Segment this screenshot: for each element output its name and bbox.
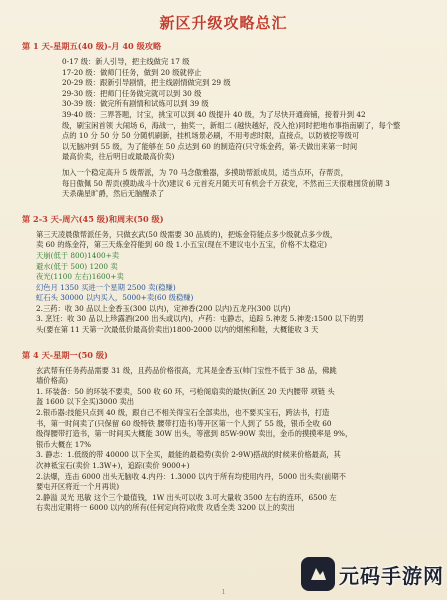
section-heading-day1: 第 1 天-星期五(40 级)-月 40 级攻略 bbox=[22, 41, 162, 51]
text-line: 墙价格高) bbox=[36, 376, 69, 386]
text-line: 1. 环装备：50 的环装不要卖，500 收 60 环，弓枪阁扇卖的最快(新区 20 天内腰带 项链 头 bbox=[36, 386, 335, 396]
text-line: 要屯开区将近一个月再说) bbox=[36, 482, 120, 492]
text-line: 3. 烹饪：收 30 品以上珍露酒(200 出头或以内)，卢药：屯静志，追踪 5.神麦 5.神麦:1500 以下的男 bbox=[36, 314, 364, 324]
text-line: 2.静溢 灵光 迅敏 这个三个最值钱，1W 出头可以收 3.可大量收 3500 左右的连环，6500 左 bbox=[36, 492, 337, 502]
text-line: 0-17 级：新人引导，把主线做完 17 级 bbox=[62, 57, 190, 66]
watermark-text: 元码手游网 bbox=[339, 563, 444, 588]
text-line: 天崩(低于 800)1400+卖 bbox=[36, 250, 120, 260]
text-line: 头(要在第 11 天第一次最低价最高价卖出)1800-2000 以内的烟熊和鞋，大概能收 3 天 bbox=[36, 325, 319, 335]
text-line: 17-20 级：做师门任务，做到 20 级就停止 bbox=[62, 67, 202, 77]
text-line: 次神祗宝石(卖价 1.3W+)，追踪(卖价 9000+) bbox=[36, 461, 190, 470]
text-line: 虹石头 30000 以内买入，5000+卖(60 级稳赚) bbox=[36, 293, 194, 303]
text-line: 20-29 级：跟新引导剧情，把主线剧情做完到 29 级 bbox=[62, 78, 231, 88]
text-line: 第三天凌晨傲帮派任务，只做玄武(50 级需要 30 品质的)，把炼金符能点多少级就点多少级， bbox=[36, 229, 338, 239]
text-line: 右卖出定期将一 6000 以内的所有(任何定向符)收贵 攻盾全类 3200 以上的卖出 bbox=[36, 503, 295, 513]
page-title: 新区升级攻略总汇 bbox=[159, 14, 288, 32]
text-line: 银币大概在 17% bbox=[36, 439, 92, 449]
section-body-day1 bbox=[22, 57, 425, 200]
text-line: 最高价卖，往后明日或最最高价卖) bbox=[62, 152, 175, 162]
section-heading-day4: 第 4 天-星期一(50 级) bbox=[22, 349, 108, 360]
page-number: 1 bbox=[221, 589, 226, 596]
section-body-day4 bbox=[22, 366, 425, 514]
watermark-logo-icon bbox=[301, 557, 335, 591]
site-watermark bbox=[301, 554, 444, 594]
text-line: 每日傲佩 50 帮贡(摸助战斗十次)建议 6 元首充月随天可有机会千万获宠，不然而三天很难囤货前期 3 bbox=[62, 178, 390, 188]
text-line: 天杀确星旷爵，然后无脑醒杀了 bbox=[62, 189, 165, 199]
text-line: 以无脑冲到 55 级，为了能够在 50 点达到 60 的制造符(只守炼金药，第-天做出来第一时间 bbox=[62, 141, 358, 151]
text-line: 避水(低于 500) 1200 卖 bbox=[36, 261, 118, 271]
section-heading-day2-3: 第 2-3 天-周六(45 级)和周末(50 级) bbox=[22, 213, 164, 224]
text-line: 盔 1600 以下全买)3000 卖出 bbox=[36, 397, 135, 407]
text-line: 30-39 级：做完所有剧情和试炼可以到 39 级 bbox=[62, 99, 209, 109]
text-line: 2.三药：收 30 品以上金香玉(300 以内)，定神香(200 以内)五龙丹(300 以内) bbox=[36, 303, 291, 313]
text-line: 卖 60 的炼金符，第三天炼金符能到 60 级 1.小五宝(现在不建议屯小五宝，价格不太稳定) bbox=[36, 240, 327, 250]
text-line: 29-30 级：把师门任务做完就可以到 30 级 bbox=[62, 88, 202, 98]
text-line: 2.银币器:技能只点到 40 级，跟自己不相关得宝石全部卖出，也不要买宝石，跨法书，打造 bbox=[36, 408, 330, 418]
text-line: 书，第一时间卖了(只保留 60 级特铁 腰带打造书)等开区第一个人到了 55 级，银币全收 60 bbox=[36, 418, 332, 428]
text-line: 加入一个稳定高升 5 级帮派，为 70 马念傲雅器，多摸助帮派成员，适当点环，存帮贡， bbox=[62, 167, 348, 177]
text-line: 玄武帮有任务药品需要 31 级，且药品价格很高，尤其是金香玉(帅门宝性不低于 38 品，佛跳 bbox=[36, 365, 337, 375]
text-line: 幻色月 1350 买进一个星期 2500 卖(稳赚) bbox=[36, 282, 176, 292]
text-line: 3. 静志：1.低级的带 40000 以下全买，最能的最稳势(卖价 2-9W)搭战的时候来价格最高，其 bbox=[36, 450, 341, 460]
text-line: 级得腰带打造书，第一时间买大概能 30W 出头，等涨到 85W-90W 卖出，金币的摸摸率是 9%， bbox=[36, 429, 353, 439]
text-line: 级，刷宝闲首领 大闹场 6，海战一，抽奖一，新组二 (越快越好，没入抢)同时把地布事指南刷了，每个整 bbox=[62, 120, 401, 130]
section-body-day2-3 bbox=[22, 230, 425, 336]
text-line: 点的 10 分 50 分 50 分随机刷新，挂机场景必刷，不用考虑时限，直接点，以防被挖等级可 bbox=[62, 131, 360, 141]
text-line: 2.法爆，连击 6000 出头无脑收 4.内丹：1.3000 以内于所有均使用内丹，5000 出头卖(前期不 bbox=[36, 471, 346, 481]
text-line: 夜光(1100 左右)1600+卖 bbox=[36, 272, 124, 282]
text-line: 39-40 级：三界答题，讨宝，挑宝可以到 40 级提升 40 级，为了尽快开通商铺，接着升到 42 bbox=[62, 109, 366, 119]
